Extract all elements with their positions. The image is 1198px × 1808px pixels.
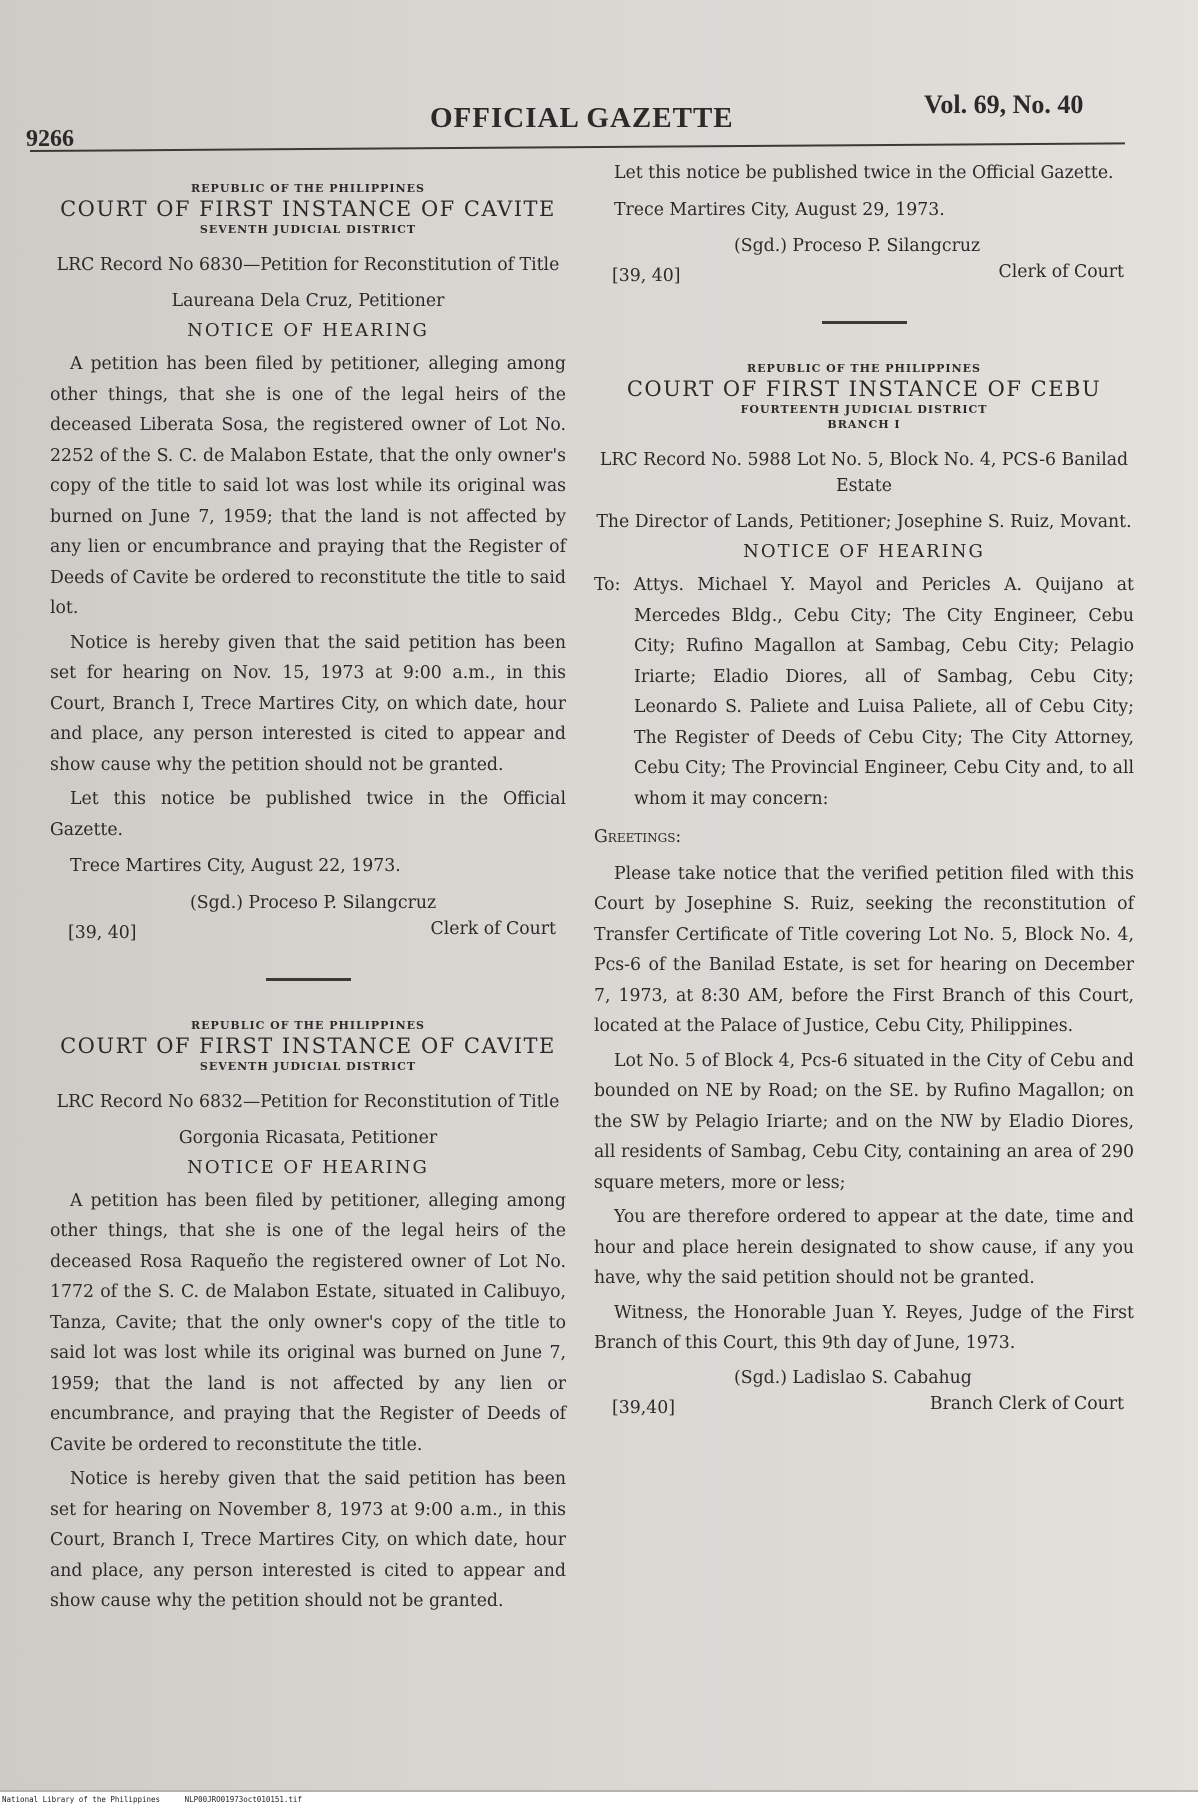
signatory-office: Branch Clerk of Court (929, 1393, 1124, 1414)
witness-paragraph: Witness, the Honorable Juan Y. Reyes, Judge of the First Branch of this Court, this 9th day of June, 1973. (594, 1302, 1134, 1353)
library-credit: National Library of the Philippines (2, 1795, 161, 1804)
section-divider (266, 978, 351, 981)
parties-line: The Director of Lands, Petitioner; Josephine S. Ruiz, Movant. (596, 512, 1132, 532)
notice-heading: NOTICE OF HEARING (743, 541, 985, 562)
lrc-record: LRC Record No 6832—Petition for Reconstitution of Title (56, 1091, 560, 1112)
district-line: FOURTEENTH JUDICIAL DISTRICT (740, 403, 988, 416)
page-number: 9266 (26, 126, 74, 152)
republic-line: REPUBLIC OF THE PHILIPPINES (747, 362, 981, 375)
court-heading (50, 182, 566, 236)
signatory: (Sgd.) Proceso P. Silangcruz (190, 892, 437, 913)
notice-heading: NOTICE OF HEARING (187, 320, 429, 341)
lrc-record: LRC Record No 6830—Petition for Reconstitution of Title (56, 255, 560, 275)
left-column (50, 182, 566, 1621)
publication-title: OFFICIAL GAZETTE (430, 102, 734, 134)
signatory: (Sgd.) Proceso P. Silangcruz (734, 236, 981, 256)
dated-line: Trece Martires City, August 22, 1973. (70, 856, 401, 876)
lrc-record: LRC Record No. 5988 Lot No. 5, Block No. 4, PCS-6 Banilad Estate (599, 450, 1129, 496)
signature-block (594, 231, 1134, 287)
notice-lrc-6832-continued (594, 158, 1134, 287)
signatory: (Sgd.) Ladislao S. Cabahug (734, 1367, 972, 1388)
district-line: SEVENTH JUDICIAL DISTRICT (199, 1059, 417, 1073)
notice-paragraph: Please take notice that the verified petition filed with this Court by Josephine S. Ruiz, seeking the reconstitution of Transfer Certificate of Title covering Lot No. 5, Block No. 4, Pcs-6 of the Banilad Estate, is set for hearing on December 7, 1973, at 8:30 AM, before the First Branch of this Court, located at the Palace of Justice, Cebu City, Philippines. (594, 863, 1134, 1036)
scan-filename: NLP00JRO01973oct010151.tif (184, 1795, 302, 1804)
notice-paragraph: A petition has been filed by petitioner, alleging among other things, that she is one of the legal heirs of the deceased Liberata Sosa, the registered owner of Lot No. 2252 of the S. C. de Malabon Estate, that the only owner's copy of the title to said lot was lost while its original was burned on June 7, 1959; that the land is not affected by any lien or encumbrance and praying that the Register of Deeds of Cavite be ordered to reconstitute the title to said lot. (50, 354, 566, 618)
signatory-office: Clerk of Court (998, 262, 1124, 282)
branch-line: BRANCH I (827, 418, 901, 431)
court-heading (594, 362, 1134, 431)
publication-instruction: Let this notice be published twice in the Official Gazette. (614, 163, 1114, 183)
notice-paragraph: Lot No. 5 of Block 4, Pcs-6 situated in the City of Cebu and bounded on NE by Road; on the SE. by Rufino Magallon; on the SW by Pelagio Iriarte; and on the NW by Eladio Diores, all residents of Sambag, Cebu City, containing an area of 290 square meters, more or less; (594, 1050, 1134, 1193)
publication-instruction: Let this notice be published twice in the Official Gazette. (50, 789, 566, 840)
court-name: COURT OF FIRST INSTANCE OF CEBU (626, 377, 1102, 401)
notice-heading: NOTICE OF HEARING (187, 1156, 429, 1178)
republic-line: REPUBLIC OF THE PHILIPPINES (191, 1018, 425, 1032)
issue-numbers: [39, 40] (612, 266, 681, 286)
page-header (0, 90, 1198, 150)
district-line: SEVENTH JUDICIAL DISTRICT (199, 223, 417, 236)
signature-block (594, 1363, 1134, 1419)
republic-line: REPUBLIC OF THE PHILIPPINES (191, 182, 425, 195)
dated-line: Trece Martires City, August 29, 1973. (614, 199, 945, 220)
right-column (594, 158, 1134, 1419)
notice-lrc-6832 (50, 1019, 566, 1617)
petitioner-line: Laureana Dela Cruz, Petitioner (171, 291, 445, 311)
greetings-line: Greetings: (594, 827, 682, 847)
signature-block (50, 888, 566, 944)
petitioner-line: Gorgonia Ricasata, Petitioner (178, 1127, 438, 1148)
notice-lrc-5988 (594, 362, 1134, 1419)
notice-paragraph: You are therefore ordered to appear at the date, time and hour and place herein designated to show cause, if any you have, why the said petition should not be granted. (594, 1207, 1134, 1288)
court-name: COURT OF FIRST INSTANCE OF CAVITE (60, 1033, 556, 1058)
addressee-list: To: Attys. Michael Y. Mayol and Pericles A. Quijano at Mercedes Bldg., Cebu City; The City Engineer, Cebu City; Rufino Magallon at Sambag, Cebu City; Pelagio Iriarte; Eladio Diores, all of Sambag, Cebu City; Leonardo S. Paliete and Luisa Paliete, all of Cebu City; The Register of Deeds of Cebu City; The City Attorney, Cebu City; The Provincial Engineer, Cebu City and, to all whom it may concern: (594, 575, 1134, 809)
issue-numbers: [39,40] (612, 1397, 675, 1418)
section-divider (822, 321, 907, 324)
court-name: COURT OF FIRST INSTANCE OF CAVITE (60, 197, 556, 221)
issue-numbers: [39, 40] (68, 922, 137, 943)
signatory-office: Clerk of Court (430, 918, 556, 939)
notice-paragraph: Notice is hereby given that the said petition has been set for hearing on November 8, 1973 at 9:00 a.m., in this Court, Branch I, Trece Martires City, on which date, hour and place, any person interested is cited to appear and show cause why the petition should not be granted. (50, 1469, 566, 1611)
volume-number: Vol. 69, No. 40 (924, 90, 1084, 119)
notice-paragraph: Notice is hereby given that the said petition has been set for hearing on Nov. 15, 1973 at 9:00 a.m., in this Court, Branch I, Trece Martires City, on which date, hour and place, any person interested is cited to appear and show cause why the petition should not be granted. (50, 632, 566, 775)
court-heading (50, 1019, 566, 1073)
scan-footer (0, 1792, 1198, 1808)
notice-lrc-6830 (50, 182, 566, 944)
notice-paragraph: A petition has been filed by petitioner, alleging among other things, that she is one of the legal heirs of the deceased Rosa Raqueño the registered owner of Lot No. 1772 of the S. C. de Malabon Estate, situated in Calibuyo, Tanza, Cavite; that the only owner's copy of the title to said lot was lost while its original was burned on June 7, 1959; that the land is not affected by any lien or encumbrance, and praying that the Register of Deeds of Cavite be ordered to reconstitute the title. (50, 1190, 566, 1455)
